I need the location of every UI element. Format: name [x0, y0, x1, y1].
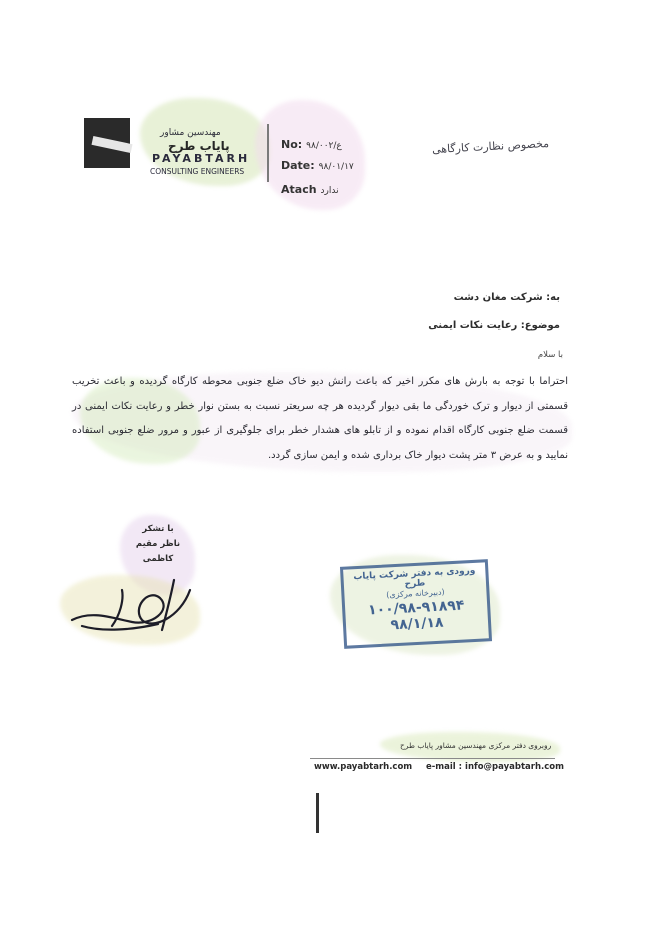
stamp-title: ورودی به دفتر شرکت پایاب طرح	[353, 565, 476, 590]
signature-name: کاظمی	[142, 554, 174, 564]
footer-website-link[interactable]: www.payabtarh.com	[314, 762, 413, 772]
stamp-subtitle: (دبیرخانه مرکزی)	[386, 587, 445, 600]
page-mark	[316, 793, 319, 833]
letter-attachment	[281, 183, 339, 196]
document-category: مخصوص نظارت کارگاهی	[431, 136, 550, 157]
letter-greeting: با سلام	[537, 350, 563, 360]
signature-thanks: با تشکر	[142, 524, 174, 534]
signature-title: ناظر مقیم	[135, 539, 181, 549]
letter-attachment-value: ندارد	[320, 186, 339, 196]
letter-date-value: ۹۸/۰۱/۱۷	[318, 162, 354, 172]
company-name-english: PAYABTARH	[152, 152, 251, 165]
company-subtitle: CONSULTING ENGINEERS	[150, 167, 245, 176]
stamp-date: ۹۸/۱/۱۸	[390, 614, 444, 634]
letter-body: احتراما با توجه به بارش های مکرر اخیر که باعث رانش دیو خاک ضلع جنوبی محوطه کارگاه گردیده و باعث تخریب قسمتی از دیوار و ترک خوردگی ما بقی دیوار گردیده هر چه سریعتر نسبت به بستن نوار خطر و رعایت نکات ایمنی در قسمت ضلع جنوبی کارگاه اقدام نموده و از تابلو های هشدار خطر برای جلوگیری از عبور و مرور ضلع جنوبی استفاده نمایید و به عرض ۳ متر پشت دیوار خاک برداری شده و ایمن سازی گردد.	[72, 376, 568, 461]
footer-address: روبروی دفتر مرکزی مهندسین مشاور پایاب طرح	[400, 741, 552, 750]
footer-divider	[310, 758, 555, 759]
letter-date	[281, 159, 354, 172]
letter-attachment-label: Atach	[281, 183, 317, 196]
handwritten-signature	[62, 560, 202, 640]
company-name-persian: پایاب طرح	[168, 139, 230, 153]
letter-number-value: ۹۸/ع/۰۰۲	[306, 141, 342, 151]
stamp-number: ۱۰۰/۹۸-۹۱۸۹۴	[367, 597, 465, 619]
header-divider	[267, 124, 269, 182]
letter-recipient: به: شرکت مغان دشت	[453, 292, 560, 303]
letter-subject: موضوع: رعایت نکات ایمنی	[428, 320, 560, 331]
receipt-stamp	[340, 559, 492, 649]
footer-email-link[interactable]: e-mail : info@payabtarh.com	[426, 762, 564, 772]
letter-number-label: No:	[281, 138, 303, 151]
letter-number	[281, 138, 342, 151]
company-type-label: مهندسین مشاور	[160, 128, 221, 138]
letter-date-label: Date:	[281, 159, 315, 172]
